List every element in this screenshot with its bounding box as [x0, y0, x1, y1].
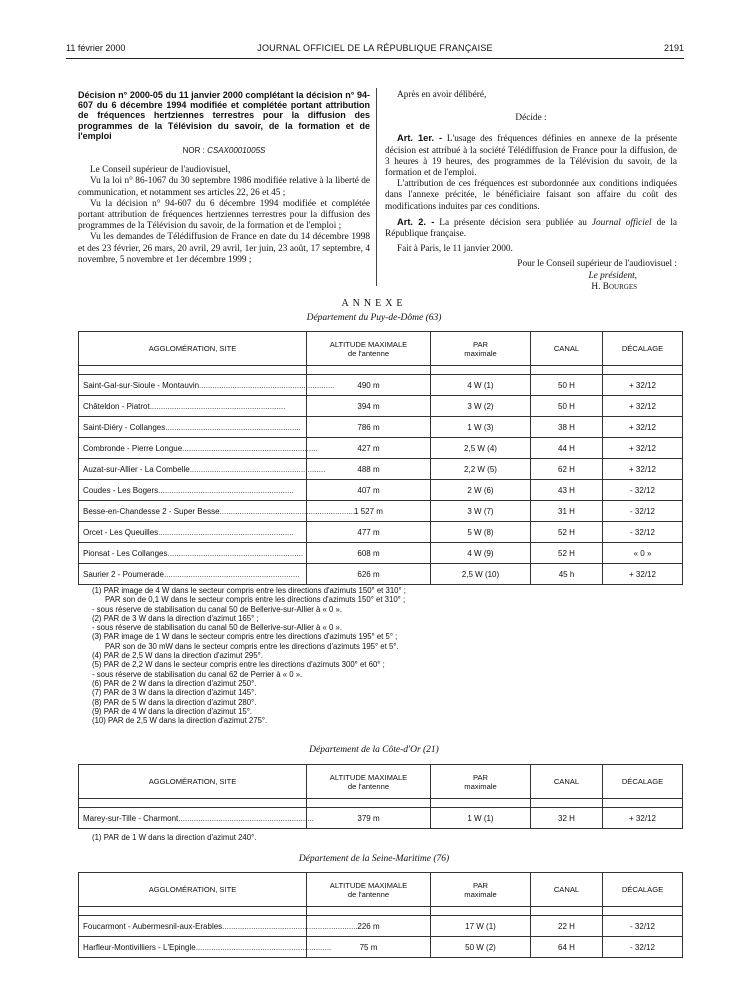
canal-cell: 50 H	[531, 375, 603, 396]
site-name: Harfleur-Montivilliers - L'Epingle	[83, 942, 196, 952]
article-1-label: Art. 1er. -	[397, 133, 443, 144]
header-date: 11 février 2000	[66, 43, 126, 53]
altitude-header-line-1: ALTITUDE MAXIMALE	[329, 880, 408, 890]
footnote: (7) PAR de 3 W dans la direction d'azimut 145°.	[92, 688, 257, 698]
site-cell	[79, 937, 332, 958]
frequency-table-puy-de-dome	[78, 331, 683, 585]
footnote: (1) PAR de 1 W dans la direction d'azimut 240°.	[92, 833, 257, 842]
frequency-table-cote-d-or	[78, 764, 683, 829]
site-cell	[79, 438, 318, 459]
altitude-header-line-2: de l'antenne	[347, 781, 390, 791]
decalage-cell: + 32/12	[603, 375, 683, 396]
site-cell	[79, 564, 307, 585]
par-header-line-2: maximale	[464, 348, 497, 358]
site-cell	[79, 375, 335, 396]
column-header-altitude	[307, 332, 431, 366]
footnotes-puy-de-dome	[92, 586, 406, 725]
site-name: Châteldon - Piatrot	[83, 401, 150, 411]
footnote: (1) PAR image de 4 W dans le secteur compris entre les directions d'azimuts 150° et 310° ;	[92, 586, 406, 595]
table-row	[79, 564, 683, 585]
column-header-decalage: DÉCALAGE	[603, 765, 683, 799]
frequency-table-seine-maritime	[78, 872, 683, 958]
article-1-paragraph-2: L'attribution de ces fréquences est subordonnée aux conditions indiquées dans l'annexe précitée, le bénéficiaire faisant son affaire du coût des modifications induites par ces conditions.	[385, 179, 677, 212]
department-heading: Département du Puy-de-Dôme (63)	[306, 313, 442, 323]
canal-cell: 45 h	[531, 564, 603, 585]
footnote: (6) PAR de 2 W dans la direction d'azimut 250°.	[92, 678, 257, 688]
preamble-paragraph: Vu la décision n° 94-607 du 6 décembre 1994 modifiée et complétée portant attribution de fréquences hertziennes terrestres pour la diffusion des programmes de la Télévision du savoir, de la formation et de l'emploi ;	[78, 198, 370, 232]
table-row	[79, 501, 683, 522]
par-header-line-2: maximale	[464, 889, 497, 899]
leader-dots: .............................................................	[158, 527, 294, 537]
par-cell: 2 W (6)	[431, 480, 531, 501]
nor-value: CSAX0001005S	[207, 146, 266, 156]
site-cell	[79, 459, 326, 480]
par-cell: 17 W (1)	[431, 916, 531, 937]
canal-cell: 44 H	[531, 438, 603, 459]
altitude-cell: 488 m	[307, 459, 431, 480]
canal-cell: 22 H	[531, 916, 603, 937]
canal-cell: 52 H	[531, 543, 603, 564]
footnote: (8) PAR de 5 W dans la direction d'azimut 280°.	[92, 697, 257, 707]
altitude-cell: 477 m	[307, 522, 431, 543]
table-row	[79, 937, 683, 958]
canal-cell: 64 H	[531, 937, 603, 958]
department-heading: Département de la Seine-Maritime (76)	[298, 854, 450, 864]
column-header-altitude	[307, 873, 431, 907]
decalage-cell: + 32/12	[603, 438, 683, 459]
altitude-header-line-1: ALTITUDE MAXIMALE	[329, 772, 408, 782]
article-1	[385, 133, 677, 179]
site-cell	[79, 543, 307, 564]
altitude-cell: 608 m	[307, 543, 431, 564]
site-name: Foucarmont - Aubermesnil-aux-Erables	[83, 921, 223, 931]
column-header-decalage: DÉCALAGE	[603, 332, 683, 366]
canal-cell: 31 H	[531, 501, 603, 522]
column-header-par	[431, 332, 531, 366]
table-row	[79, 459, 683, 480]
site-cell	[79, 916, 358, 937]
site-name: Coudes - Les Bogers	[83, 485, 159, 495]
site-name: Marey-sur-Tille - Charmont	[83, 813, 179, 823]
par-cell: 50 W (2)	[431, 937, 531, 958]
site-name: Saint-Gal-sur-Sioule - Montauvin	[83, 380, 200, 390]
header-page-number: 2191	[663, 43, 684, 53]
article-2-text-end: de la République française.	[385, 217, 678, 240]
leader-dots: .............................................................	[182, 443, 318, 453]
footnote: (5) PAR de 2,2 W dans le secteur compris entre les directions d'azimuts 300° et 60° ;	[92, 660, 385, 670]
footnote: PAR son de 30 mW dans le secteur compris entre les directions d'azimuts 195° et 5°.	[92, 641, 399, 651]
leader-dots: .............................................................	[219, 506, 356, 516]
table-row	[79, 375, 683, 396]
decision-title: Décision n° 2000-05 du 11 janvier 2000 complétant la décision n° 94-607 du 6 décembre 1994 modifiée et complétée portant attribution de fréquences hertziennes terrestres pour la diffusion des programmes de la Télévision du savoir, de la formation et de l'emploi	[78, 90, 370, 141]
footnote: (9) PAR de 4 W dans la direction d'azimut 15°.	[92, 706, 253, 716]
canal-cell: 52 H	[531, 522, 603, 543]
column-divider	[376, 88, 377, 286]
leader-dots: .............................................................	[189, 464, 326, 474]
footnotes-cote-d-or	[92, 833, 256, 842]
decalage-cell: - 32/12	[603, 937, 683, 958]
table-header-row	[79, 332, 683, 366]
par-header-line-1: PAR	[472, 880, 489, 890]
annex-title: ANNEXE	[341, 298, 407, 309]
altitude-header-line-2: de l'antenne	[347, 889, 390, 899]
altitude-header-line-1: ALTITUDE MAXIMALE	[329, 339, 408, 349]
par-cell: 1 W (1)	[431, 808, 531, 829]
leader-dots: .............................................................	[149, 401, 286, 411]
altitude-cell: 75 m	[307, 937, 431, 958]
par-cell: 3 W (7)	[431, 501, 531, 522]
decalage-cell: + 32/12	[603, 564, 683, 585]
preamble-paragraph: Vu la loi n° 86-1067 du 30 septembre 1986 modifiée relative à la liberté de communication, et notamment ses articles 22, 26 et 45 ;	[78, 176, 370, 198]
decalage-cell: - 32/12	[603, 501, 683, 522]
canal-cell: 43 H	[531, 480, 603, 501]
altitude-cell: 394 m	[307, 396, 431, 417]
decalage-cell: - 32/12	[603, 480, 683, 501]
canal-cell: 62 H	[531, 459, 603, 480]
altitude-cell: 490 m	[307, 375, 431, 396]
column-header-site: AGGLOMÉRATION, SITE	[79, 873, 307, 907]
column-header-canal: CANAL	[531, 765, 603, 799]
leader-dots: .............................................................	[167, 548, 304, 558]
column-header-par	[431, 765, 531, 799]
decalage-cell: + 32/12	[603, 396, 683, 417]
column-header-canal: CANAL	[531, 332, 603, 366]
par-cell: 5 W (8)	[431, 522, 531, 543]
decide-heading: Décide :	[515, 113, 547, 124]
table-header-row	[79, 765, 683, 799]
decalage-cell: + 32/12	[603, 459, 683, 480]
table-header-row	[79, 873, 683, 907]
footnote: - sous réserve de stabilisation du canal 50 de Bellerive-sur-Allier à « 0 ».	[92, 623, 343, 633]
leader-dots: .............................................................	[199, 380, 335, 390]
table-row	[79, 396, 683, 417]
preamble-paragraph: Vu les demandes de Télédiffusion de France en date du 14 décembre 1998 et des 23 février, 26 mars, 20 avril, 29 avril, 1er juin, 23 août, 17 septembre, 4 novembre, 5 novembre et 1er décembre 1999 ;	[78, 232, 370, 265]
site-cell	[79, 501, 356, 522]
site-name: Orcet - Les Queuilles	[83, 527, 159, 537]
article-2-label: Art. 2. -	[397, 216, 435, 227]
footnote: PAR son de 0,1 W dans le secteur compris entre les directions d'azimuts 150° et 310° ;	[92, 595, 406, 605]
par-cell: 4 W (9)	[431, 543, 531, 564]
nor-reference	[78, 145, 370, 156]
altitude-cell: 427 m	[307, 438, 431, 459]
article-1-text: L'usage des fréquences définies en annexe de la présente décision est attribué à la société Télédiffusion de France pour la diffusion, de 3 heures à 19 heures, des programmes de la Télévision du savoir, de la formation et de l'emploi.	[385, 134, 677, 179]
par-cell: 1 W (3)	[431, 417, 531, 438]
canal-cell: 32 H	[531, 808, 603, 829]
president-title: Le président,	[588, 270, 637, 281]
table-row	[79, 522, 683, 543]
table-row	[79, 916, 683, 937]
par-header-line-2: maximale	[464, 781, 497, 791]
canal-cell: 38 H	[531, 417, 603, 438]
decalage-cell: - 32/12	[603, 916, 683, 937]
spacer-row	[79, 907, 683, 916]
footnote: (3) PAR image de 1 W dans le secteur compris entre les directions d'azimuts 195° et 5° ;	[92, 632, 398, 642]
decision-left-column	[78, 90, 370, 266]
leader-dots: .............................................................	[222, 921, 358, 931]
par-cell: 2,5 W (4)	[431, 438, 531, 459]
spacer-row	[79, 366, 683, 375]
column-header-altitude	[307, 765, 431, 799]
site-name: Combronde - Pierre Longue	[83, 443, 183, 453]
par-cell: 2,5 W (10)	[431, 564, 531, 585]
par-header-line-1: PAR	[472, 772, 489, 782]
site-cell	[79, 522, 307, 543]
footnote: - sous réserve de stabilisation du canal 62 de Perrier à « 0 ».	[92, 669, 303, 679]
canal-cell: 50 H	[531, 396, 603, 417]
leader-dots: .............................................................	[165, 422, 301, 432]
table-row	[79, 438, 683, 459]
footnote: (2) PAR de 3 W dans la direction d'azimut 165° ;	[92, 613, 259, 623]
footnote: - sous réserve de stabilisation du canal 50 de Bellerive-sur-Allier à « 0 ».	[92, 604, 343, 614]
decision-right-column	[385, 90, 677, 293]
altitude-cell: 786 m	[307, 417, 431, 438]
header-journal-title: JOURNAL OFFICIEL DE LA RÉPUBLIQUE FRANÇAISE	[257, 43, 493, 53]
column-header-site: AGGLOMÉRATION, SITE	[79, 332, 307, 366]
table-row	[79, 417, 683, 438]
site-name: Saurier 2 - Poumerade	[83, 569, 164, 579]
par-header-line-1: PAR	[472, 339, 489, 349]
leader-dots: .............................................................	[163, 569, 300, 579]
article-2-text: La présente décision sera publiée au	[439, 217, 587, 228]
site-name: Saint-Diéry - Collanges	[83, 422, 166, 432]
column-header-decalage: DÉCALAGE	[603, 873, 683, 907]
altitude-cell: 226 m	[307, 916, 431, 937]
decalage-cell: - 32/12	[603, 522, 683, 543]
preamble-paragraph: Le Conseil supérieur de l'audiovisuel,	[90, 165, 231, 176]
nor-label: NOR :	[182, 146, 205, 156]
site-cell	[79, 417, 307, 438]
altitude-cell: 407 m	[307, 480, 431, 501]
table-row	[79, 480, 683, 501]
altitude-cell: 626 m	[307, 564, 431, 585]
spacer-row	[79, 799, 683, 808]
decalage-cell: + 32/12	[603, 417, 683, 438]
for-council: Pour le Conseil supérieur de l'audiovisuel :	[517, 259, 677, 270]
par-cell: 2,2 W (5)	[431, 459, 531, 480]
altitude-header-line-2: de l'antenne	[347, 348, 390, 358]
par-cell: 3 W (2)	[431, 396, 531, 417]
header-rule	[66, 58, 684, 59]
journal-officiel-reference: Journal officiel	[591, 217, 652, 228]
department-heading: Département de la Côte-d'Or (21)	[309, 745, 439, 755]
par-cell: 4 W (1)	[431, 375, 531, 396]
column-header-site: AGGLOMÉRATION, SITE	[79, 765, 307, 799]
signatory-name: H. Bourges	[591, 281, 637, 292]
leader-dots: .............................................................	[195, 942, 332, 952]
site-cell	[79, 808, 314, 829]
site-cell	[79, 480, 307, 501]
site-name: Besse-en-Chandesse 2 - Super Besse	[83, 506, 220, 516]
article-2	[385, 217, 677, 240]
decalage-cell: « 0 »	[603, 543, 683, 564]
leader-dots: .............................................................	[158, 485, 294, 495]
page-header	[66, 43, 684, 57]
site-name: Auzat-sur-Allier - La Combelle	[83, 464, 190, 474]
column-header-canal: CANAL	[531, 873, 603, 907]
footnote: (4) PAR de 2,5 W dans la direction d'azimut 295°.	[92, 651, 263, 661]
site-name: Pionsat - Les Collanges	[83, 548, 168, 558]
altitude-cell: 379 m	[307, 808, 431, 829]
footnote: (10) PAR de 2,5 W dans la direction d'azimut 275°.	[92, 716, 268, 726]
decalage-cell: + 32/12	[603, 808, 683, 829]
site-cell	[79, 396, 307, 417]
altitude-cell: 1 527 m	[307, 501, 431, 522]
table-row	[79, 543, 683, 564]
column-header-par	[431, 873, 531, 907]
leader-dots: .............................................................	[178, 813, 314, 823]
deliberation-text: Après en avoir délibéré,	[397, 90, 487, 100]
table-row	[79, 808, 683, 829]
done-at-paris: Fait à Paris, le 11 janvier 2000.	[397, 244, 513, 255]
